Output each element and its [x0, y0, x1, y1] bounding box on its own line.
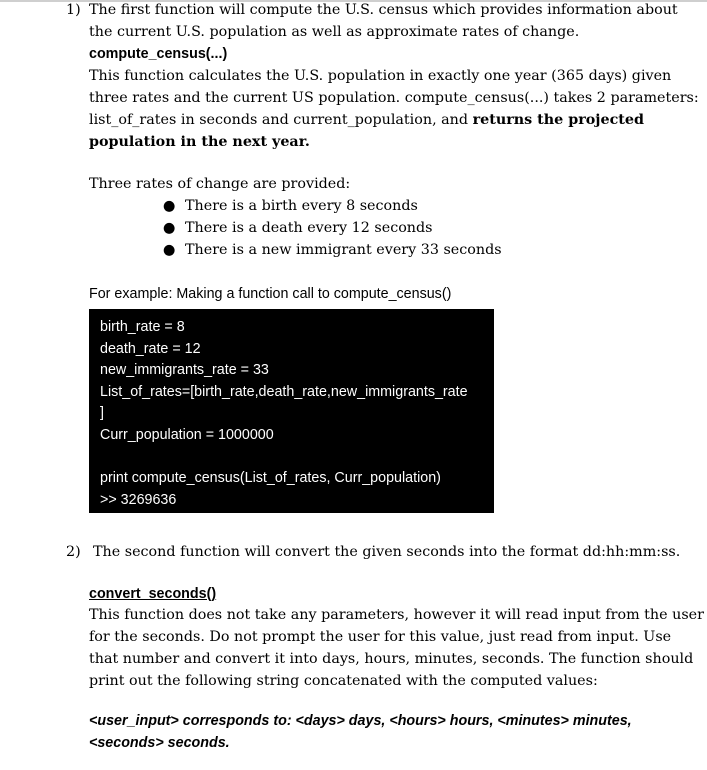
rates-list	[160, 195, 502, 261]
description-line: for the seconds. Do not prompt the user for this value, just read from input. Use	[89, 629, 672, 645]
code-line: ]	[100, 405, 104, 422]
convert-seconds-description	[89, 604, 704, 692]
code-line: Curr_population = 1000000	[100, 426, 274, 443]
returns-emphasis-continued: population in the next year.	[89, 134, 310, 150]
output-format-line: <seconds> seconds.	[89, 735, 230, 751]
bullet-icon: ●	[163, 198, 176, 214]
code-output-line: >> 3269636	[100, 491, 177, 508]
rates-heading: Three rates of change are provided:	[89, 176, 351, 192]
description-line	[89, 109, 689, 131]
rate-text: There is a birth every 8 seconds	[185, 198, 418, 214]
section-1-number: 1)	[66, 2, 81, 18]
output-format-line: <user_input> corresponds to: <days> days, <hours> hours, <minutes> minutes,	[89, 713, 632, 729]
rate-item	[160, 217, 502, 239]
description-line: three rates and the current US population. compute_census(...) takes 2 parameters:	[89, 90, 699, 106]
code-line	[100, 447, 468, 469]
description-line: This function does not take any parameters, however it will read input from the user	[89, 607, 704, 623]
section-1-intro-line: The first function will compute the U.S. census which provides information about	[89, 2, 678, 18]
rate-item	[160, 195, 502, 217]
code-line: print compute_census(List_of_rates, Curr_population)	[100, 470, 441, 487]
code-line: death_rate = 12	[100, 340, 201, 357]
code-line: List_of_rates=[birth_rate,death_rate,new_immigrants_rate	[100, 383, 468, 400]
description-line: This function calculates the U.S. population in exactly one year (365 days) given	[89, 68, 672, 84]
output-format	[89, 710, 689, 754]
code-block	[100, 317, 468, 511]
description-line: print out the following string concatenated with the computed values:	[89, 673, 598, 689]
rate-item	[160, 239, 502, 261]
rate-text: There is a new immigrant every 33 seconds	[185, 242, 502, 258]
section-1-intro	[89, 0, 689, 43]
bullet-icon: ●	[163, 242, 176, 258]
code-line: new_immigrants_rate = 33	[100, 362, 269, 379]
description-text: list_of_rates in seconds and current_population, and	[89, 112, 473, 128]
description-line: that number and convert it into days, hours, minutes, seconds. The function should	[89, 651, 694, 667]
bullet-icon: ●	[163, 220, 176, 236]
section-2-number: 2)	[66, 544, 81, 560]
code-example-box	[89, 309, 494, 513]
rate-text: There is a death every 12 seconds	[185, 220, 433, 236]
compute-census-description	[89, 65, 699, 153]
example-heading: For example: Making a function call to compute_census()	[89, 286, 452, 302]
convert-seconds-heading: convert_seconds()	[89, 586, 217, 602]
returns-emphasis: returns the projected	[472, 112, 644, 128]
section-1-intro-line: the current U.S. population as well as approximate rates of change.	[89, 24, 580, 40]
code-line: birth_rate = 8	[100, 319, 185, 335]
section-2-intro: The second function will convert the given seconds into the format dd:hh:mm:ss.	[93, 544, 681, 560]
compute-census-heading: compute_census(...)	[89, 46, 228, 62]
